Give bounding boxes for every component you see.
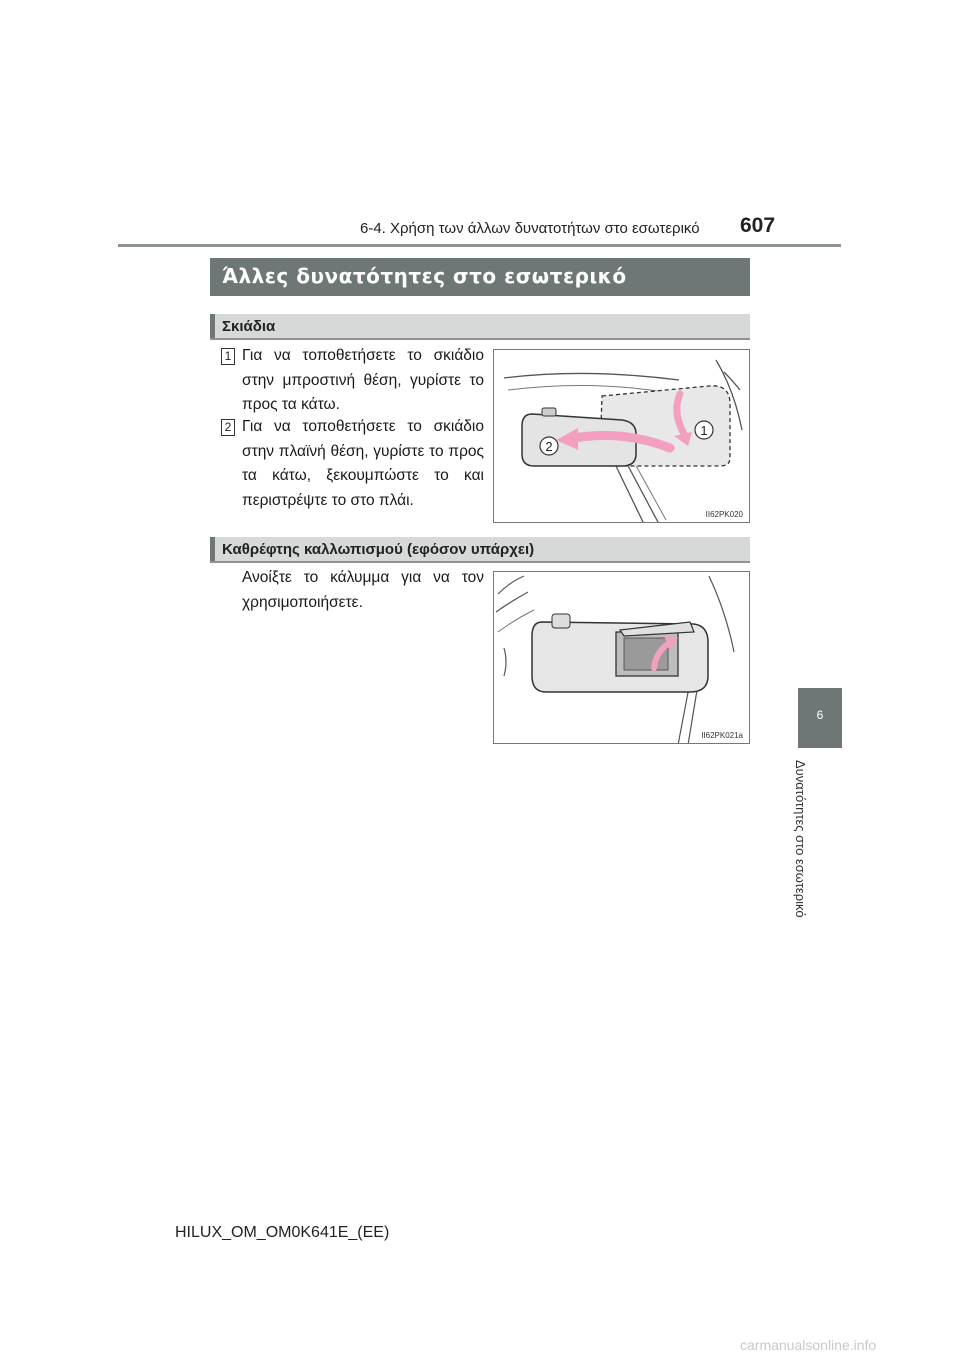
page-number: 607	[740, 214, 776, 237]
section-title: Άλλες δυνατότητες στο εσωτερικό	[222, 264, 627, 288]
figure-code-1: II62PK020	[705, 510, 743, 519]
step-number-2: 2	[221, 419, 235, 436]
figure-code-2: II62PK021a	[701, 731, 743, 740]
visor-illustration	[493, 349, 750, 523]
mirror-drawing	[494, 572, 750, 744]
mirror-subheading-bar	[210, 537, 750, 563]
chapter-tab-label: Δυνατότητες στο εσωτερικό	[793, 760, 808, 918]
visor-drawing	[494, 350, 750, 523]
chapter-tab	[798, 688, 842, 748]
section-title-bar	[210, 258, 750, 296]
callout-1: 1	[700, 423, 708, 438]
step-text-1: Για να τοποθετήσετε το σκιάδιο στην μπροστινή θέση, γυρίστε το προς τα κάτω.	[242, 347, 484, 413]
step-number-1: 1	[221, 348, 235, 365]
chapter-header: 6-4. Χρήση των άλλων δυνατοτήτων στο εσωτερικό	[360, 220, 700, 237]
callout-2: 2	[545, 439, 553, 454]
chapter-tab-number: 6	[816, 708, 824, 722]
watermark: carmanualsonline.info	[740, 1337, 877, 1353]
mirror-text: Ανοίξτε το κάλυμμα για να τον χρησιμοποιήσετε.	[242, 569, 484, 611]
visors-subheading: Σκιάδια	[222, 318, 276, 335]
mirror-subheading: Καθρέφτης καλλωπισμού (εφόσον υπάρχει)	[222, 541, 535, 558]
visors-subheading-bar	[210, 314, 750, 340]
step-text-2: Για να τοποθετήσετε το σκιάδιο στην πλαϊνή θέση, γυρίστε το προς τα κάτω, ξεκουμπώστε το και περιστρέψτε το στο πλάι.	[242, 418, 484, 509]
mirror-illustration	[493, 571, 750, 744]
header-rule	[118, 244, 841, 247]
document-code: HILUX_OM_OM0K641E_(EE)	[175, 1224, 390, 1241]
